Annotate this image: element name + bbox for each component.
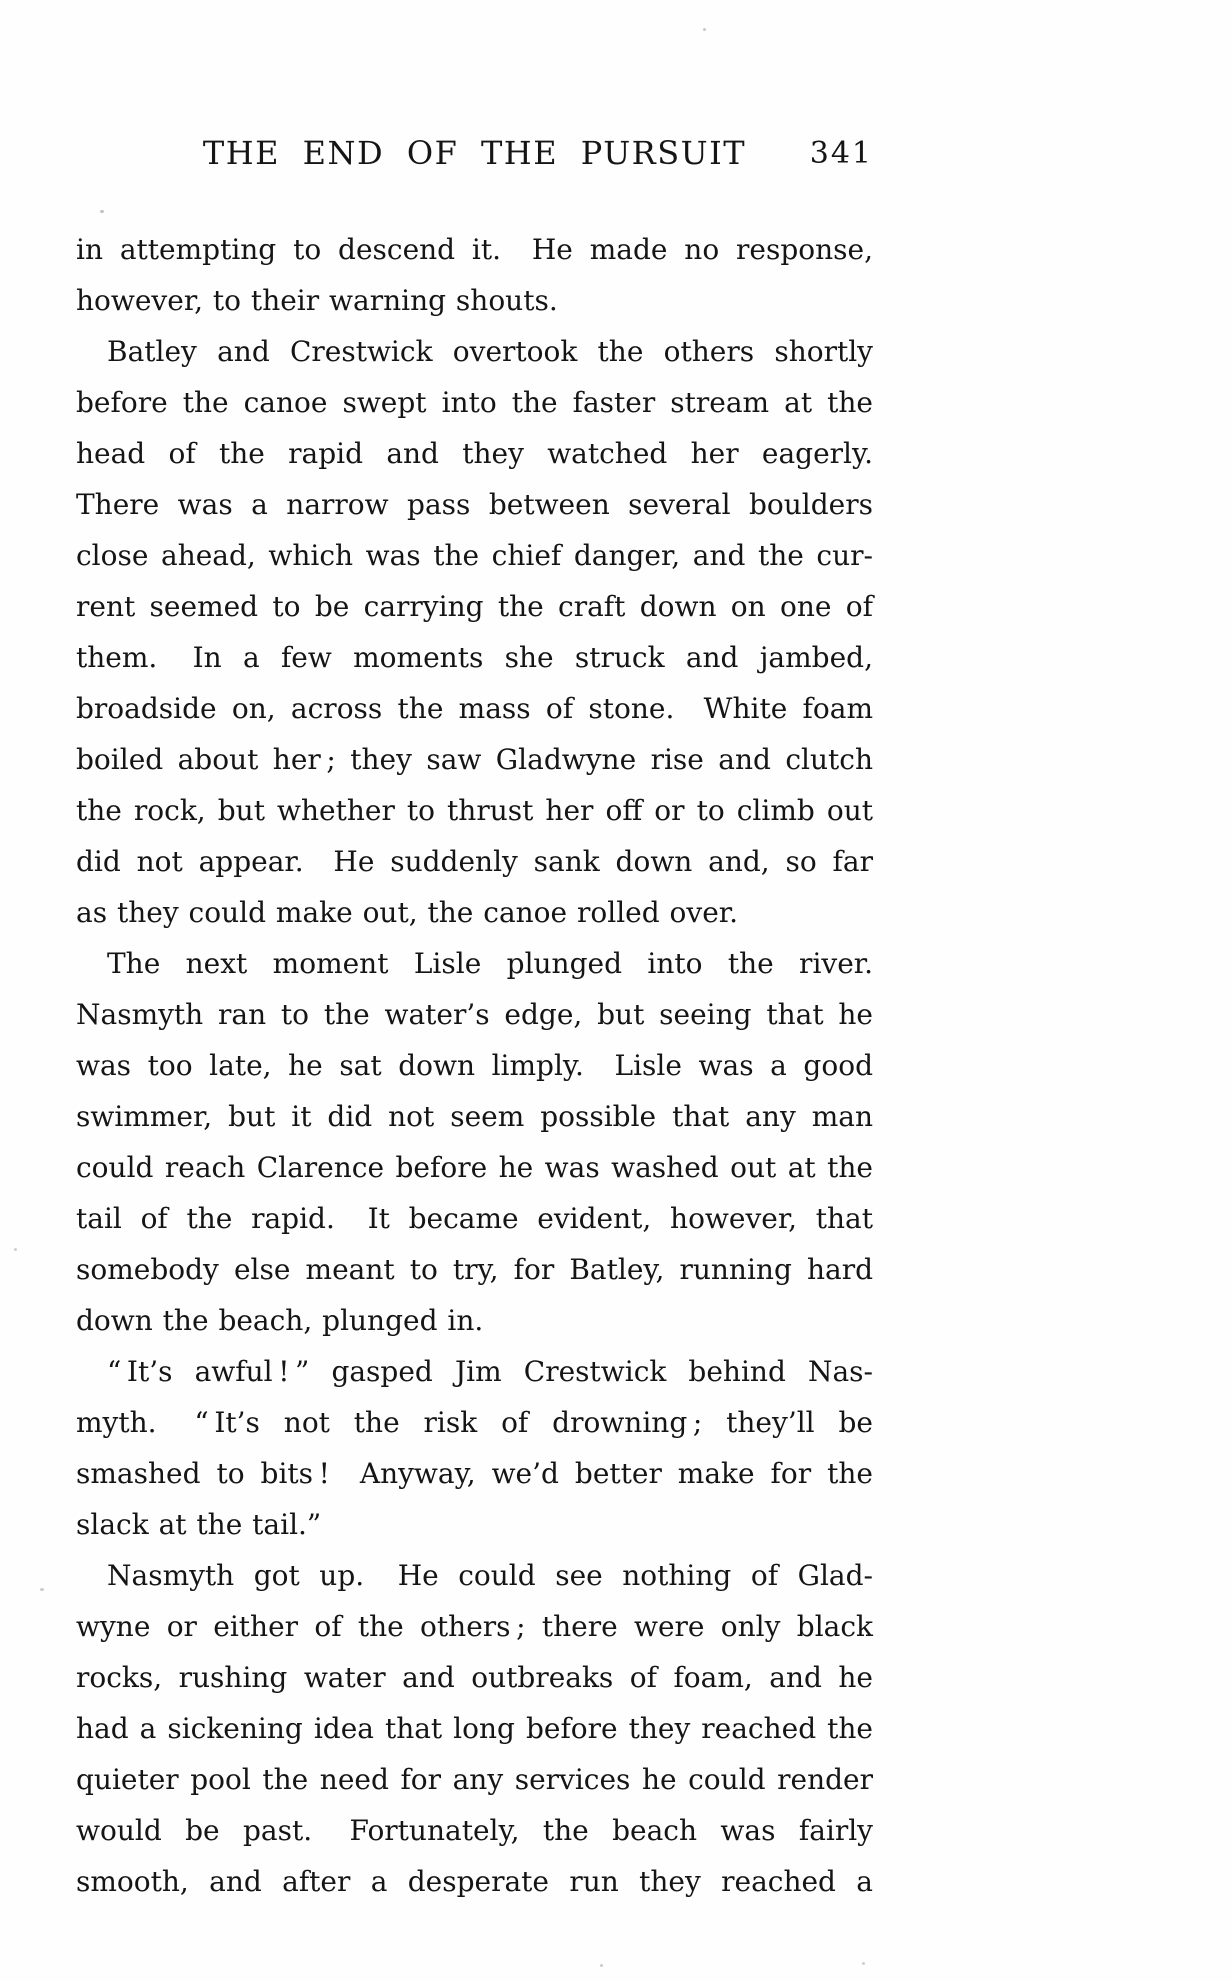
text-line: There was a narrow pass between several boulders xyxy=(76,488,873,521)
text-line: somebody else meant to try, for Batley, running hard xyxy=(76,1253,873,1286)
text-line: had a sickening idea that long before they reached the xyxy=(76,1712,873,1745)
scan-speck xyxy=(600,1964,603,1967)
scan-speck xyxy=(862,1962,865,1965)
text-line: as they could make out, the canoe rolled over. xyxy=(76,896,739,929)
text-line: the rock, but whether to thrust her off or to climb out xyxy=(76,794,873,827)
text-line: Batley and Crestwick overtook the others shortly xyxy=(107,335,873,368)
text-line: close ahead, which was the chief danger, and the cur- xyxy=(76,539,873,572)
scan-speck xyxy=(100,210,104,213)
text-line: “ It’s awful ! ” gasped Jim Crestwick behind Nas- xyxy=(107,1355,873,1388)
text-line: could reach Clarence before he was washed out at the xyxy=(76,1151,873,1184)
text-line: rocks, rushing water and outbreaks of foam, and he xyxy=(76,1661,873,1694)
text-line: quieter pool the need for any services he could render xyxy=(76,1763,873,1796)
text-line: in attempting to descend it. He made no response, xyxy=(76,233,873,266)
text-line: swimmer, but it did not seem possible that any man xyxy=(76,1100,873,1133)
text-line: did not appear. He suddenly sank down and, so far xyxy=(76,845,873,878)
text-line: tail of the rapid. It became evident, however, that xyxy=(76,1202,873,1235)
text-line: Nasmyth got up. He could see nothing of Glad- xyxy=(107,1559,873,1592)
text-line: myth. “ It’s not the risk of drowning ; they’ll be xyxy=(76,1406,873,1439)
text-line: wyne or either of the others ; there were only black xyxy=(76,1610,873,1643)
text-line: smashed to bits ! Anyway, we’d better make for the xyxy=(76,1457,873,1490)
text-line: broadside on, across the mass of stone. White foam xyxy=(76,692,873,725)
page-title: THE END OF THE PURSUIT xyxy=(202,134,747,172)
scan-speck xyxy=(703,28,706,31)
text-line: would be past. Fortunately, the beach was fairly xyxy=(76,1814,873,1847)
text-line: them. In a few moments she struck and jambed, xyxy=(76,641,873,674)
text-line: boiled about her ; they saw Gladwyne rise and clutch xyxy=(76,743,873,776)
text-line: Nasmyth ran to the water’s edge, but seeing that he xyxy=(76,998,873,1031)
text-line: down the beach, plunged in. xyxy=(76,1304,484,1337)
text-line: smooth, and after a desperate run they reached a xyxy=(76,1865,873,1898)
scan-speck xyxy=(40,1588,44,1591)
text-line: before the canoe swept into the faster stream at the xyxy=(76,386,873,419)
text-line: head of the rapid and they watched her eagerly. xyxy=(76,437,873,470)
scan-speck xyxy=(14,1248,17,1251)
running-header xyxy=(76,134,873,180)
text-line: The next moment Lisle plunged into the river. xyxy=(107,947,873,980)
text-line: slack at the tail.” xyxy=(76,1508,322,1541)
text-line: rent seemed to be carrying the craft down on one of xyxy=(76,590,873,623)
text-line: however, to their warning shouts. xyxy=(76,284,558,317)
page-number: 341 xyxy=(809,136,873,171)
body-text xyxy=(76,224,873,1907)
text-line: was too late, he sat down limply. Lisle was a good xyxy=(76,1049,873,1082)
